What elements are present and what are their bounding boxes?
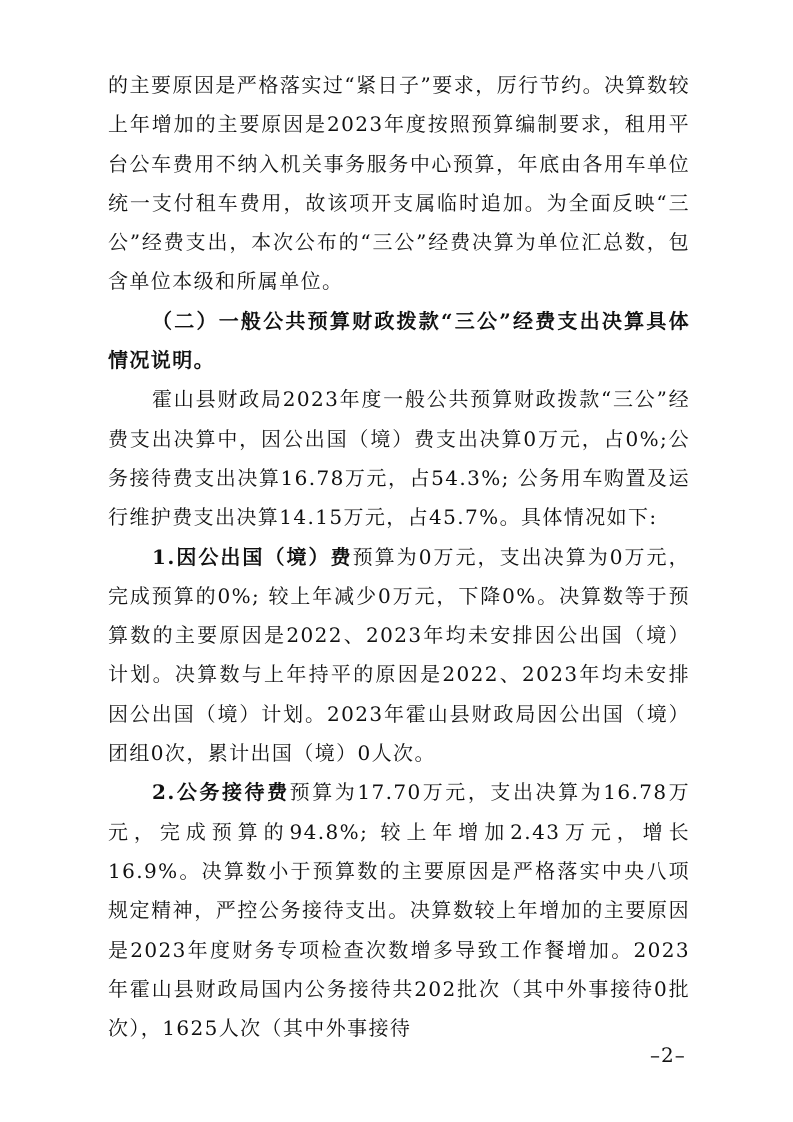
document-body bbox=[108, 66, 690, 1048]
item-1-label: 1.因公出国（境）费 bbox=[152, 544, 353, 569]
item-2-label: 2.公务接待费 bbox=[152, 780, 290, 805]
paragraph-item-2 bbox=[108, 773, 690, 1048]
paragraph-budget-reasons: 的主要原因是严格落实过“紧日子”要求，厉行节约。决算数较上年增加的主要原因是2023年度按照预算编制要求，租用平台公车费用不纳入机关事务服务中心预算，年底由各用车单位统一支付租车费用，故该项开支属临时追加。为全面反映“三公”经费支出，本次公布的“三公”经费决算为单位汇总数，包含单位本级和所属单位。 bbox=[108, 73, 690, 294]
paragraph-overview: 霍山县财政局2023年度一般公共预算财政拨款“三公”经费支出决算中，因公出国（境）费支出决算0万元，占0%;公务接待费支出决算16.78万元，占54.3%; 公务用车购置及运行维护费支出决算14.15万元，占45.7%。具体情况如下: bbox=[108, 387, 690, 530]
item-1-text: 预算为0万元，支出决算为0万元，完成预算的0%; 较上年减少0万元，下降0%。决算数等于预算数的主要原因是2022、2023年均未安排因公出国（境）计划。决算数与上年持平的原因是2022、2023年均未安排因公出国（境）计划。2023年霍山县财政局因公出国（境）团组0次，累计出国（境）0人次。 bbox=[108, 544, 690, 766]
section-heading-2: （二）一般公共预算财政拨款“三公”经费支出决算具体情况说明。 bbox=[108, 308, 690, 373]
page-number: –2– bbox=[650, 1043, 686, 1067]
paragraph-item-1 bbox=[108, 538, 690, 774]
item-2-text: 预算为17.70万元，支出决算为16.78万元，完成预算的94.8%; 较上年增加2.43万元，增长16.9%。决算数小于预算数的主要原因是严格落实中央八项规定精神，严控公务接待支出。决算数较上年增加的主要原因是2023年度财务专项检查次数增多导致工作餐增加。2023年霍山县财政局国内公务接待共202批次（其中外事接待0批次），1625人次（其中外事接待 bbox=[108, 780, 691, 1041]
